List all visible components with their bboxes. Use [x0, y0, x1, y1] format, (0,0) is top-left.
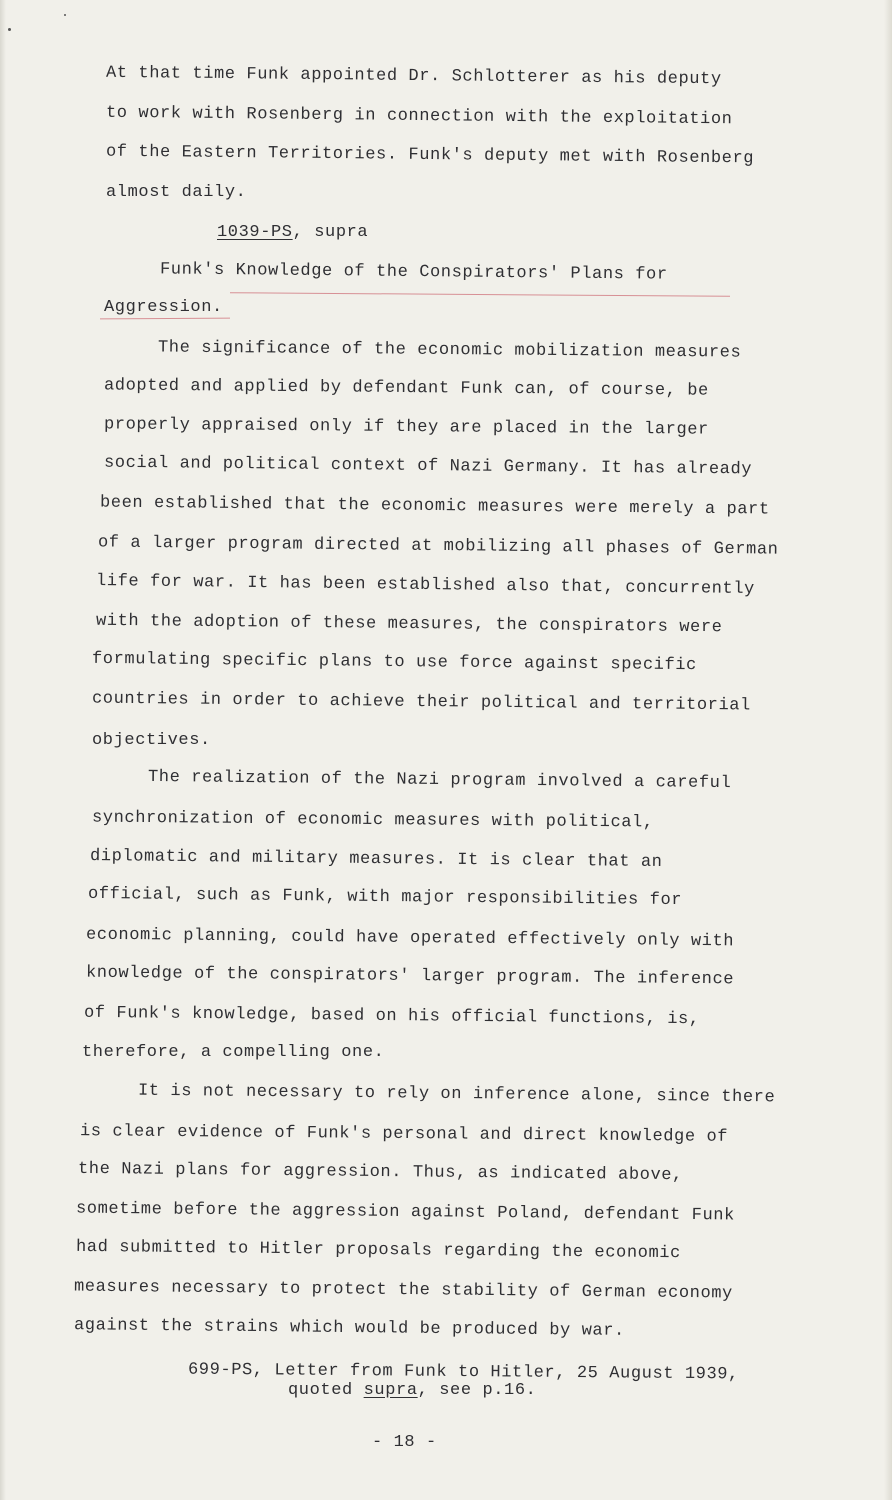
- paragraph-2-line: objectives.: [92, 731, 211, 750]
- citation-1039-ps: [217, 222, 368, 244]
- citation-supra: supra: [363, 1381, 418, 1400]
- paragraph-2-line: formulating specific plans to use force against specific: [91, 649, 697, 676]
- paragraph-3-line: therefore, a compelling one.: [82, 1043, 385, 1062]
- citation-supra: , supra: [292, 223, 369, 242]
- paragraph-4-line: is clear evidence of Funk's personal and direct knowledge of: [79, 1122, 729, 1147]
- citation-page-ref: , see p.16.: [417, 1381, 537, 1400]
- paragraph-2-line: life for war. It has been established also that, concurrently: [95, 571, 756, 600]
- paragraph-2-line: adopted and applied by defendant Funk can, of course, be: [103, 376, 709, 401]
- paragraph-1-line: of the Eastern Territories. Funk's deputy met with Rosenberg: [105, 142, 755, 169]
- paragraph-3-line: official, such as Funk, with major responsibilities for: [87, 884, 683, 911]
- citation-699-ps-line: 699-PS, Letter from Funk to Hitler, 25 August 1939,: [187, 1360, 739, 1385]
- paragraph-3-line: knowledge of the conspirators' larger program. The inference: [85, 963, 735, 990]
- paragraph-4-line: It is not necessary to rely on inference alone, since there: [137, 1081, 776, 1108]
- citation-quoted: quoted: [288, 1381, 364, 1400]
- red-pencil-underline: [230, 292, 730, 296]
- paragraph-4-line: measures necessary to protect the stability of German economy: [73, 1277, 733, 1304]
- paragraph-3-line: economic planning, could have operated effectively only with: [85, 925, 735, 952]
- ink-speck: [8, 28, 11, 31]
- paper-edge-left: [0, 0, 6, 1500]
- paragraph-2-line: countries in order to achieve their political and territorial: [91, 689, 751, 716]
- paragraph-3-line: diplomatic and military measures. It is clear that an: [89, 847, 663, 872]
- ink-speck: [64, 14, 66, 16]
- citation-reference: 1039-PS: [217, 223, 293, 242]
- section-heading-line: Funk's Knowledge of the Conspirators' Plans for: [159, 260, 668, 285]
- paragraph-2-line: properly appraised only if they are placed in the larger: [103, 415, 709, 440]
- red-pencil-underline: [100, 318, 230, 320]
- section-heading-line: Aggression.: [104, 298, 223, 317]
- paragraph-2-line: of a larger program directed at mobilizing all phases of German: [97, 533, 779, 560]
- paragraph-4-line: sometime before the aggression against Poland, defendant Funk: [75, 1199, 735, 1226]
- paragraph-4-line: had submitted to Hitler proposals regarding the economic: [75, 1237, 681, 1264]
- paragraph-3-line: synchronization of economic measures with political,: [91, 808, 654, 833]
- paragraph-1-line: At that time Funk appointed Dr. Schlotterer as his deputy: [105, 63, 722, 90]
- paragraph-4-line: against the strains which would be produced by war.: [73, 1316, 625, 1341]
- paragraph-3-line: The realization of the Nazi program involved a careful: [147, 767, 732, 794]
- paragraph-2-line: social and political context of Nazi Germany. It has already: [103, 453, 753, 480]
- paragraph-2-line: been established that the economic measures were merely a part: [99, 493, 770, 520]
- page-number: - 18 -: [372, 1433, 437, 1452]
- paragraph-4-line: the Nazi plans for aggression. Thus, as indicated above,: [77, 1159, 683, 1186]
- paragraph-1-line: almost daily.: [106, 183, 247, 202]
- paragraph-1-line: to work with Rosenberg in connection with the exploitation: [105, 103, 733, 130]
- citation-699-ps-line: [288, 1380, 536, 1402]
- paragraph-2-line: with the adoption of these measures, the conspirators were: [95, 611, 723, 638]
- paper-edge-right: [884, 0, 892, 1500]
- paragraph-2-line: The significance of the economic mobilization measures: [157, 338, 742, 363]
- paragraph-3-line: of Funk's knowledge, based on his official functions, is,: [83, 1003, 700, 1030]
